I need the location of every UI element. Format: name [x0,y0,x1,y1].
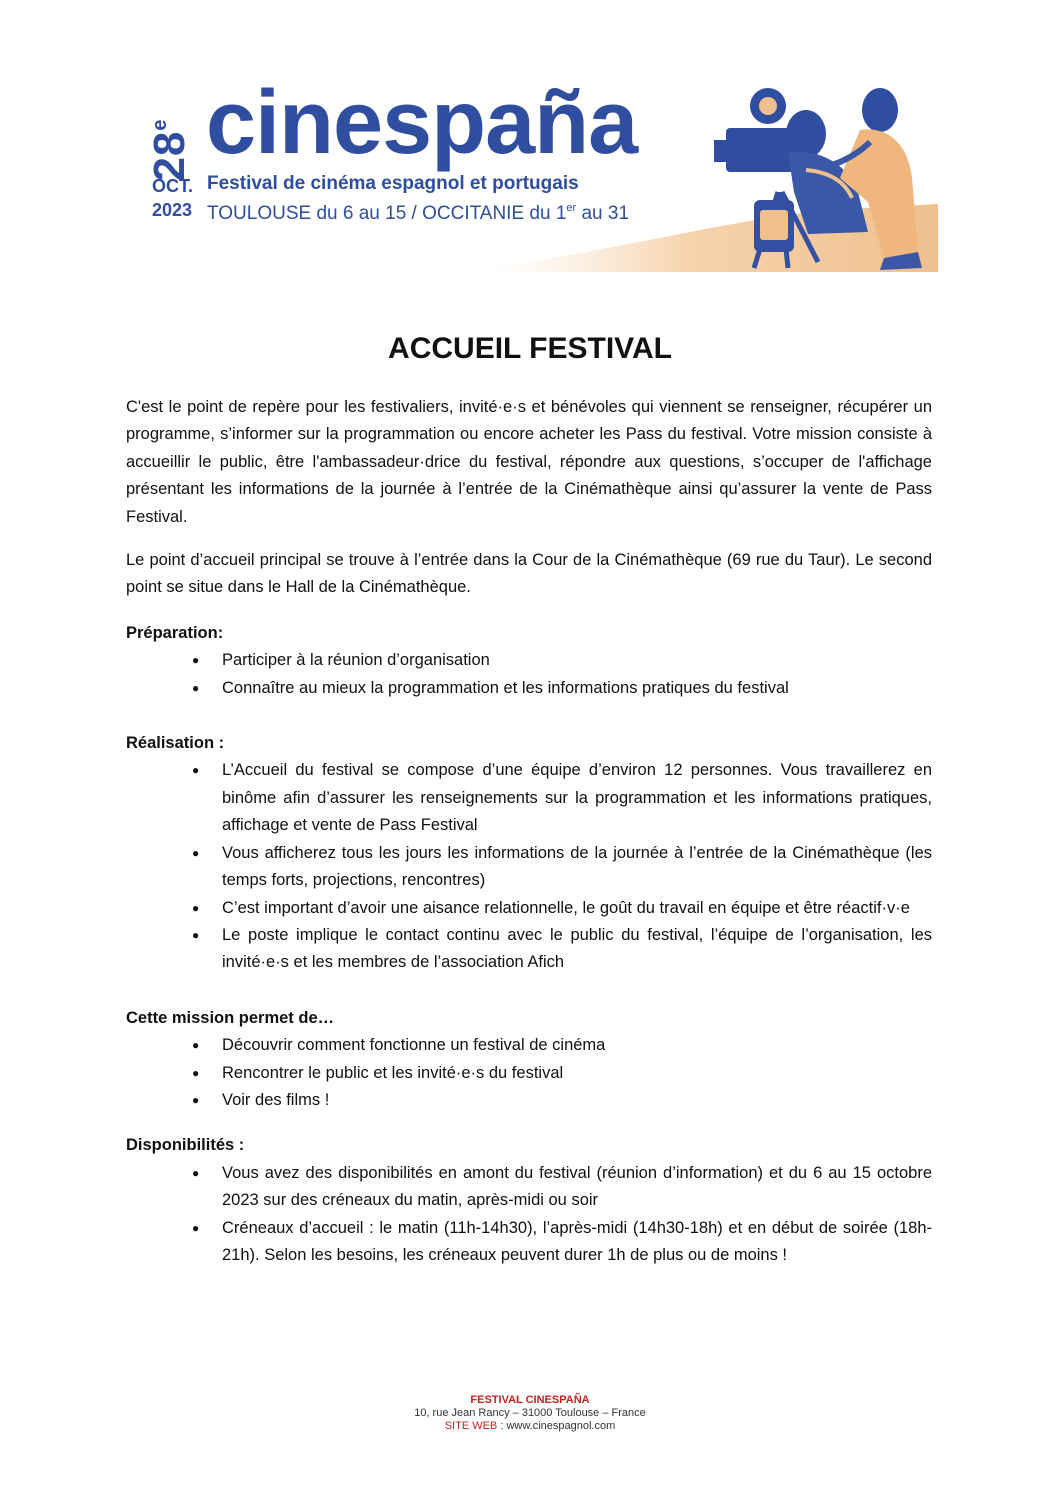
list-item: ● Connaître au mieux la programmation et les informations pratiques du festival [222,675,932,702]
realisation-list [126,757,932,976]
list-item: ● Participer à la réunion d’organisation [222,647,932,674]
list-item: ● Rencontrer le public et les invité·e·s du festival [222,1060,932,1087]
section-heading-disponibilites: Disponibilités : [126,1136,245,1155]
festival-logo-text: cinespaña [206,73,638,173]
list-item: ● Voir des films ! [222,1087,932,1114]
footer-site-label: SITE WEB [444,1420,498,1432]
list-item: ● C’est important d’avoir une aisance relationnelle, le goût du travail en équipe et être réactif·v·e [222,895,932,922]
section-heading-mission: Cette mission permet de… [126,1008,335,1027]
preparation-list [126,647,932,702]
footer-org-name: FESTIVAL CINESPAÑA [470,1394,590,1406]
film-crew-photo [488,82,938,272]
list-item: ● Vous avez des disponibilités en amont du festival (réunion d’information) et du 6 au 15 octobre 2023 sur des créneaux du matin, après-midi ou soir [222,1160,932,1215]
intro-paragraph-1: C'est le point de repère pour les festivaliers, invité·e·s et bénévoles qui viennent se renseigner, récupérer un programme, s’informer sur la programmation ou encore acheter les Pass du festival. Votre mission consiste à accueillir le public, être l'ambassadeur·drice du festival, répondre aux questions, s’occuper de l'affichage présentant les informations de la journée à l’entrée de la Cinémathèque ainsi qu’assurer la vente de Pass Festival. [126,398,932,526]
person-1-head-shape [786,110,826,158]
mission-benefits-list [126,1032,932,1114]
list-item: ● Découvrir comment fonctionne un festival de cinéma [222,1032,932,1059]
footer-site-url[interactable]: www.cinespagnol.com [506,1420,616,1432]
section-heading-realisation: Réalisation : [126,734,225,753]
list-item: ● L’Accueil du festival se compose d’une équipe d’environ 12 personnes. Vous travaillerez en binôme afin d’assurer les renseignements sur la programmation et les informations pratiques, affichage et vente de Pass Festival [222,757,932,839]
footer-address: 10, rue Jean Rancy – 31000 Toulouse – France [414,1407,646,1419]
festival-date [152,174,193,222]
festival-banner [0,0,1060,290]
festival-dates: TOULOUSE du 6 au 15 / OCCITANIE du 1er au 31 [207,202,630,224]
footer-website: SITE WEB : www.cinespagnol.com [444,1420,616,1432]
person-2-head-shape [862,88,898,132]
festival-subtitle: Festival de cinéma espagnol et portugais [207,173,579,194]
page-title: ACCUEIL FESTIVAL [388,332,672,365]
document-body [126,394,932,1269]
sand-dune-shape [488,204,938,272]
availability-list [126,1160,932,1270]
festival-month: OCT. [152,176,194,196]
festival-year: 2023 [152,200,193,220]
intro-paragraph-2: Le point d’accueil principal se trouve à l’entrée dans la Cour de la Cinémathèque (69 rue du Taur). Le second point se situe dans le Hall de la Cinémathèque. [126,551,932,597]
edition-number: 28e [145,118,194,182]
list-item: ● Vous afficherez tous les jours les informations de la journée à l’entrée de la Cinémathèque (les temps forts, projections, rencontres) [222,840,932,895]
page-footer [0,1394,1060,1433]
list-item: ● Le poste implique le contact continu avec le public du festival, l’équipe de l’organisation, les invité·e·s et les membres de l’association Afich [222,922,932,977]
section-heading-preparation: Préparation: [126,623,224,642]
list-item: ● Créneaux d’accueil : le matin (11h-14h30), l’après-midi (14h30-18h) et en début de soirée (18h-21h). Selon les besoins, les créneaux peuvent durer 1h de plus ou de moins ! [222,1215,932,1270]
